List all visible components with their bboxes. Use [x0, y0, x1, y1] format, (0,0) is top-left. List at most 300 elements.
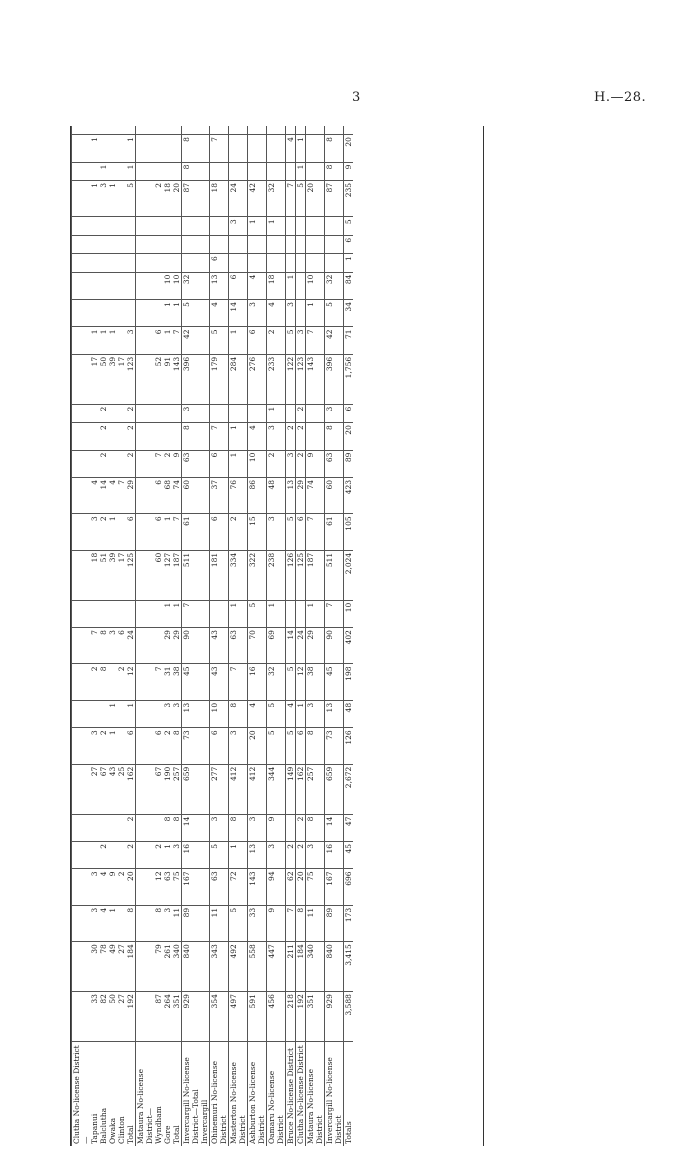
table-cell: 123 — [126, 354, 136, 404]
table-cell: 89 — [344, 450, 354, 477]
table-cell: 13 — [182, 700, 210, 727]
table-cell: 7 — [325, 600, 344, 627]
table-cell: 13 — [248, 842, 267, 869]
row-label: Oamaru No-license District — [267, 1042, 286, 1147]
table-cell: 84 — [344, 272, 354, 299]
table-cell: 511 — [182, 550, 210, 600]
table-cell: 61 — [325, 514, 344, 550]
table-cell: 3 — [325, 404, 344, 422]
table-cell: 2 — [296, 842, 306, 869]
row-label: Total — [172, 1125, 181, 1144]
table-cell: 1 — [296, 135, 306, 162]
table-cell — [117, 700, 126, 727]
table-cell: 27 — [117, 992, 126, 1042]
table-cell — [154, 700, 163, 727]
table-cell: 3 — [99, 180, 108, 216]
table-cell: 149 — [286, 764, 296, 814]
table-cell — [108, 272, 117, 299]
table-cell: 30 — [90, 942, 99, 992]
table-cell: 412 — [229, 764, 248, 814]
table-cell: 126 — [286, 550, 296, 600]
table-cell — [72, 514, 91, 550]
table-cell — [136, 135, 155, 162]
table-cell: 1 — [229, 423, 248, 450]
table-cell: 18 — [210, 180, 229, 216]
table-cell: 423 — [344, 477, 354, 513]
table-cell — [325, 126, 344, 135]
table-cell: 15 — [248, 514, 267, 550]
table-cell: 29 — [126, 477, 136, 513]
table-cell: 32 — [182, 272, 210, 299]
table-cell — [108, 235, 117, 253]
table-cell — [229, 162, 248, 180]
table-cell — [136, 300, 155, 327]
table-cell — [126, 272, 136, 299]
table-cell: 261 — [163, 942, 172, 992]
table-cell: 3 — [182, 404, 210, 422]
table-cell: 334 — [229, 550, 248, 600]
table-cell: 5 — [248, 600, 267, 627]
table-cell — [117, 217, 126, 235]
table-cell: 70 — [248, 628, 267, 664]
table-cell: 2 — [267, 450, 286, 477]
table-cell: 1 — [163, 514, 172, 550]
table-cell: 4 — [99, 905, 108, 941]
table-cell: 74 — [172, 477, 182, 513]
table-cell — [325, 235, 344, 253]
table-cell — [90, 254, 99, 272]
table-cell: 1 — [267, 404, 286, 422]
table-cell — [72, 764, 91, 814]
table-cell: 3 — [267, 842, 286, 869]
table-cell — [172, 254, 182, 272]
table-cell — [163, 126, 172, 135]
table-cell: 2 — [126, 842, 136, 869]
table-cell: 143 — [172, 354, 182, 404]
table-cell: 10 — [248, 450, 267, 477]
table-cell — [136, 327, 155, 354]
table-row — [229, 126, 248, 1146]
table-cell: 10 — [306, 272, 325, 299]
table-cell: 17 — [90, 354, 99, 404]
table-cell — [72, 700, 91, 727]
table-cell — [108, 842, 117, 869]
table-cell: 1 — [126, 162, 136, 180]
table-cell — [210, 404, 229, 422]
table-cell — [90, 235, 99, 253]
table-cell: 16 — [182, 842, 210, 869]
table-cell — [210, 235, 229, 253]
table-cell: 17 — [117, 354, 126, 404]
table-cell: 497 — [229, 992, 248, 1042]
table-cell: 3 — [172, 700, 182, 727]
table-cell: 9 — [344, 162, 354, 180]
table-cell — [90, 842, 99, 869]
table-cell — [90, 450, 99, 477]
table-cell: 34 — [344, 300, 354, 327]
table-cell — [296, 254, 306, 272]
table-cell — [154, 404, 163, 422]
table-cell: 32 — [267, 664, 286, 700]
table-cell: 29 — [296, 477, 306, 513]
table-cell — [117, 235, 126, 253]
table-cell — [154, 217, 163, 235]
table-cell — [136, 628, 155, 664]
table-cell — [136, 814, 155, 841]
table-cell: 929 — [182, 992, 210, 1042]
table-cell: 5 — [286, 664, 296, 700]
table-cell — [154, 126, 163, 135]
table-cell — [182, 126, 210, 135]
table-cell — [286, 404, 296, 422]
table-cell: 1,756 — [344, 354, 354, 404]
table-cell — [172, 217, 182, 235]
table-cell: 2 — [99, 514, 108, 550]
table-cell: 1 — [163, 327, 172, 354]
table-cell: 43 — [210, 628, 229, 664]
table-cell: 79 — [154, 942, 163, 992]
row-label: Mataura No-license District— — [136, 1042, 155, 1147]
table-cell: 68 — [163, 477, 172, 513]
table-cell: 1 — [267, 600, 286, 627]
table-cell: 4 — [99, 869, 108, 905]
table-cell: 67 — [99, 764, 108, 814]
table-cell: 14 — [229, 300, 248, 327]
table-cell — [154, 814, 163, 841]
table-cell: 6 — [210, 728, 229, 764]
table-cell: 78 — [99, 942, 108, 992]
table-cell: 8 — [154, 905, 163, 941]
table-cell — [154, 628, 163, 664]
table-cell: 456 — [267, 992, 286, 1042]
table-cell: 74 — [306, 477, 325, 513]
table-cell: 181 — [210, 550, 229, 600]
table-cell — [229, 135, 248, 162]
table-cell: 167 — [325, 869, 344, 905]
table-cell: 1 — [267, 217, 286, 235]
table-cell — [163, 135, 172, 162]
table-cell — [172, 162, 182, 180]
table-cell — [154, 272, 163, 299]
table-cell: 3 — [286, 300, 296, 327]
table-cell: 8 — [182, 135, 210, 162]
table-cell: 492 — [229, 942, 248, 992]
table-cell: 7 — [117, 477, 126, 513]
table-cell — [136, 842, 155, 869]
table-cell: 7 — [172, 327, 182, 354]
table-cell: 37 — [210, 477, 229, 513]
table-cell: 1 — [99, 327, 108, 354]
table-cell: 7 — [172, 514, 182, 550]
table-cell: 3 — [306, 842, 325, 869]
table-cell: 8 — [306, 814, 325, 841]
table-cell — [99, 126, 108, 135]
table-cell: 659 — [325, 764, 344, 814]
table-cell: 43 — [108, 764, 117, 814]
table-cell: 73 — [182, 728, 210, 764]
table-cell — [154, 423, 163, 450]
table-cell — [108, 450, 117, 477]
table-cell: 511 — [325, 550, 344, 600]
row-label: Owaka — [108, 1117, 117, 1144]
table-cell — [248, 126, 267, 135]
table-cell: 1 — [229, 327, 248, 354]
table-cell — [163, 254, 172, 272]
table-cell: 3 — [126, 327, 136, 354]
table-cell — [163, 423, 172, 450]
table-cell: 48 — [267, 477, 286, 513]
table-cell — [72, 992, 91, 1042]
table-cell: 2 — [296, 404, 306, 422]
table-cell: 14 — [99, 477, 108, 513]
table-cell: 1 — [108, 180, 117, 216]
table-cell: 90 — [182, 628, 210, 664]
table-cell: 126 — [344, 728, 354, 764]
table-row — [72, 126, 91, 1146]
table-cell: 7 — [210, 423, 229, 450]
table-cell: 2 — [99, 728, 108, 764]
table-cell: 20 — [306, 180, 325, 216]
table-cell: 8 — [99, 628, 108, 664]
table-cell: 16 — [325, 842, 344, 869]
table-cell: 105 — [344, 514, 354, 550]
table-cell: 4 — [210, 300, 229, 327]
table-cell: 67 — [154, 764, 163, 814]
table-cell: 2 — [99, 423, 108, 450]
table-cell: 5 — [229, 905, 248, 941]
table-cell — [306, 126, 325, 135]
table-cell: 1 — [229, 450, 248, 477]
table-cell: 4 — [286, 135, 296, 162]
table-cell: 39 — [108, 354, 117, 404]
table-cell — [72, 217, 91, 235]
table-cell: 1 — [344, 254, 354, 272]
table-cell: 38 — [172, 664, 182, 700]
table-cell — [72, 450, 91, 477]
table-cell — [126, 254, 136, 272]
table-cell — [117, 327, 126, 354]
table-cell: 351 — [306, 992, 325, 1042]
table-cell: 2 — [154, 842, 163, 869]
table-cell — [296, 235, 306, 253]
table-cell: 3 — [90, 905, 99, 941]
table-cell — [248, 254, 267, 272]
table-cell — [136, 235, 155, 253]
table-cell — [90, 814, 99, 841]
table-cell: 5 — [286, 728, 296, 764]
table-cell — [163, 162, 172, 180]
table-cell: 87 — [325, 180, 344, 216]
table-cell — [286, 814, 296, 841]
table-cell: 8 — [163, 814, 172, 841]
table-cell: 3 — [248, 300, 267, 327]
table-cell: 45 — [325, 664, 344, 700]
table-cell — [99, 300, 108, 327]
table-cell: 351 — [172, 992, 182, 1042]
table-cell: 198 — [344, 664, 354, 700]
table-cell: 1 — [126, 135, 136, 162]
table-cell — [117, 842, 126, 869]
table-cell: 33 — [90, 992, 99, 1042]
table-row — [90, 126, 99, 1146]
table-cell: 86 — [248, 477, 267, 513]
table-cell: 1 — [229, 842, 248, 869]
table-cell — [108, 600, 117, 627]
table-cell — [126, 126, 136, 135]
table-cell — [136, 272, 155, 299]
table-cell: 3 — [296, 327, 306, 354]
table-cell — [72, 869, 91, 905]
table-cell — [72, 354, 91, 404]
table-cell — [117, 254, 126, 272]
table-cell: 4 — [90, 477, 99, 513]
table-cell: 1 — [108, 700, 117, 727]
table-cell — [72, 664, 91, 700]
table-cell — [108, 135, 117, 162]
table-cell: 27 — [90, 764, 99, 814]
table-cell: 5 — [126, 180, 136, 216]
table-cell — [99, 135, 108, 162]
table-cell: 2,672 — [344, 764, 354, 814]
table-cell — [136, 664, 155, 700]
table-cell: 2 — [154, 180, 163, 216]
table-cell: 2,024 — [344, 550, 354, 600]
table-cell: 20 — [126, 869, 136, 905]
table-cell: 2 — [296, 423, 306, 450]
row-label: Balclutha — [99, 1107, 108, 1144]
table-cell: 233 — [267, 354, 286, 404]
table-cell: 5 — [210, 842, 229, 869]
table-cell: 162 — [126, 764, 136, 814]
table-cell: 412 — [248, 764, 267, 814]
table-cell: 20 — [172, 180, 182, 216]
table-cell: 3 — [267, 423, 286, 450]
table-cell — [99, 217, 108, 235]
table-cell — [136, 404, 155, 422]
table-cell: 2 — [126, 450, 136, 477]
table-cell: 8 — [306, 728, 325, 764]
table-cell — [117, 905, 126, 941]
table-cell: 4 — [248, 423, 267, 450]
table-cell: 1 — [172, 300, 182, 327]
table-cell: 1 — [90, 180, 99, 216]
table-cell — [296, 217, 306, 235]
table-cell: 277 — [210, 764, 229, 814]
table-cell: 43 — [210, 664, 229, 700]
table-cell — [267, 162, 286, 180]
table-cell: 127 — [163, 550, 172, 600]
table-cell: 3 — [248, 814, 267, 841]
table-cell — [136, 477, 155, 513]
table-row — [172, 126, 182, 1146]
table-cell: 14 — [182, 814, 210, 841]
table-cell — [182, 235, 210, 253]
table-cell: 2 — [163, 728, 172, 764]
table-cell — [117, 300, 126, 327]
table-row — [154, 126, 163, 1146]
table-cell — [229, 404, 248, 422]
table-cell — [306, 254, 325, 272]
table-cell: 71 — [344, 327, 354, 354]
row-label: Invercargill No-license District — [325, 1042, 344, 1147]
table-cell: 2 — [99, 450, 108, 477]
table-cell: 3,588 — [344, 992, 354, 1042]
table-cell: 8 — [182, 162, 210, 180]
table-cell: 402 — [344, 628, 354, 664]
table-cell: 50 — [99, 354, 108, 404]
table-cell — [117, 450, 126, 477]
table-cell: 3 — [267, 514, 286, 550]
table-cell — [90, 700, 99, 727]
table-cell — [72, 814, 91, 841]
table-cell: 3 — [163, 905, 172, 941]
table-cell — [136, 423, 155, 450]
table-cell — [108, 162, 117, 180]
table-cell: 6 — [210, 450, 229, 477]
table-cell: 11 — [210, 905, 229, 941]
table-cell: 1 — [90, 327, 99, 354]
table-cell: 4 — [248, 700, 267, 727]
row-label: Clutha No-license District— — [72, 1042, 91, 1147]
table-row — [306, 126, 325, 1146]
table-cell: 1 — [296, 162, 306, 180]
table-cell: 1 — [163, 600, 172, 627]
table-cell: 16 — [248, 664, 267, 700]
table-cell: 6 — [210, 514, 229, 550]
table-cell: 31 — [163, 664, 172, 700]
table-cell: 192 — [296, 992, 306, 1042]
table-cell — [136, 764, 155, 814]
table-cell: 6 — [117, 628, 126, 664]
table-cell: 45 — [182, 664, 210, 700]
table-cell: 340 — [306, 942, 325, 992]
table-cell: 187 — [172, 550, 182, 600]
table-cell — [72, 550, 91, 600]
table-cell — [154, 135, 163, 162]
table-cell: 42 — [182, 327, 210, 354]
table-cell: 6 — [248, 327, 267, 354]
table-cell — [267, 254, 286, 272]
table-cell — [90, 126, 99, 135]
table-row — [126, 126, 136, 1146]
table-cell — [163, 217, 172, 235]
table-cell: 20 — [344, 423, 354, 450]
table-cell — [72, 905, 91, 941]
table-cell: 162 — [296, 764, 306, 814]
table-cell: 3 — [90, 869, 99, 905]
table-cell: 1 — [108, 728, 117, 764]
table-cell: 396 — [182, 354, 210, 404]
table-cell: 6 — [154, 728, 163, 764]
table-cell: 11 — [306, 905, 325, 941]
table-cell — [306, 162, 325, 180]
table-cell: 3 — [229, 217, 248, 235]
table-cell — [72, 477, 91, 513]
table-cell — [296, 600, 306, 627]
table-cell — [108, 126, 117, 135]
table-cell: 24 — [229, 180, 248, 216]
table-cell: 696 — [344, 869, 354, 905]
table-cell: 6 — [296, 514, 306, 550]
table-cell: 238 — [267, 550, 286, 600]
table-cell: 1 — [306, 600, 325, 627]
table-cell: 7 — [210, 135, 229, 162]
table-row — [286, 126, 296, 1146]
table-cell: 29 — [163, 628, 172, 664]
table-cell — [117, 814, 126, 841]
table-cell: 50 — [108, 992, 117, 1042]
table-cell: 322 — [248, 550, 267, 600]
